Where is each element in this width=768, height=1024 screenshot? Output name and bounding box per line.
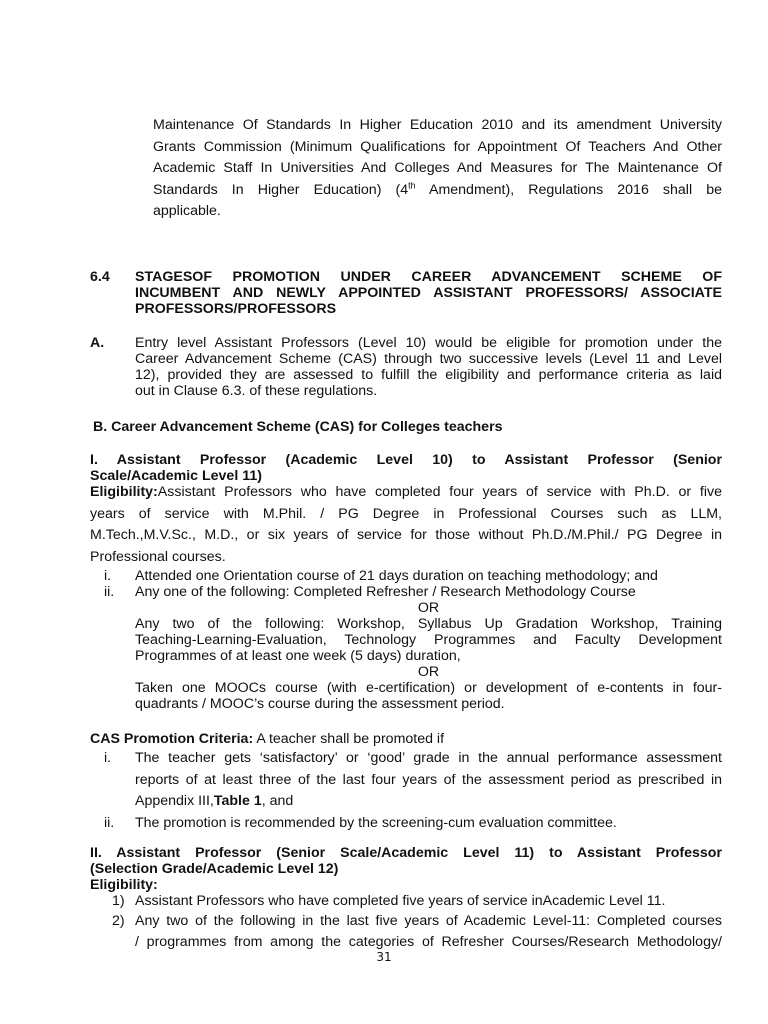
list-marker: ii. [104,584,115,600]
section-64-heading [90,269,722,317]
list-text: Any one of the following: Completed Refresher / Research Methodology Course [135,584,636,600]
list-line: The teacher gets ‘satisfactory’ or ‘good’ grade in the annual performance assessment [135,750,722,766]
section-b-heading: B. Career Advancement Scheme (CAS) for Colleges teachers [93,419,503,435]
part-i-heading [90,452,722,484]
cas-criteria-text: A teacher shall be promoted if [253,731,445,747]
eligibility-line: years of service with M.Phil. / PG Degree in Professional Courses such as LLM, [90,505,722,522]
list-item [104,748,722,813]
list-item [104,568,722,584]
list-marker: i. [104,568,112,584]
page-number: 31 [376,950,392,964]
cas-criteria-list [104,748,722,834]
option-line: Any two of the following: Workshop, Syllabus Up Gradation Workshop, Training [135,616,722,632]
intro-line: Standards In Higher Education) (4th Amendment), Regulations 2016 shall be [153,179,722,198]
eligibility-line: Assistant Professors who have completed four years of service with Ph.D. or five [157,484,722,500]
list-marker: 2) [112,912,125,929]
heading-line: I. Assistant Professor (Academic Level 10) to Assistant Professor (Senior [90,452,722,468]
para-line: out in Clause 6.3. of these regulations. [135,383,378,399]
part-i-eligibility [90,482,722,568]
cas-criteria [90,731,722,747]
intro-paragraph [153,115,722,223]
list-item [112,911,722,954]
list-marker: i. [104,750,112,766]
list-marker: ii. [104,814,115,831]
intro-line: Grants Commission (Minimum Qualifications for Appointment Of Teachers And Other [153,138,722,155]
list-line: Any two of the following in the last five years of Academic Level-11: Completed courses [135,912,722,929]
cas-criteria-label: CAS Promotion Criteria: [90,731,254,747]
part-i-options [135,600,722,712]
para-line: 12), provided they are assessed to fulfill the eligibility and performance criteria as laid [135,367,722,383]
part-ii-list [112,892,722,954]
eligibility-label: Eligibility: [90,484,158,500]
option-line: Programmes of at least one week (5 days) duration, [135,648,461,664]
heading-line: INCUMBENT AND NEWLY APPOINTED ASSISTANT PROFESSORS/ ASSOCIATE [135,285,722,301]
section-number: 6.4 [90,269,110,285]
list-text: Attended one Orientation course of 21 days duration on teaching methodology; and [135,568,658,584]
part-ii-heading [90,845,722,893]
list-marker: 1) [112,893,125,909]
list-text: Assistant Professors who have completed five years of service inAcademic Level 11. [135,893,666,909]
eligibility-label: Eligibility: [90,877,158,893]
intro-line: Maintenance Of Standards In Higher Education 2010 and its amendment University [153,117,722,133]
part-i-list [104,568,722,600]
list-line: reports of at least three of the last four years of the assessment period as prescribed in [135,771,722,788]
or-separator: OR [417,600,440,616]
list-item [104,813,722,835]
eligibility-line: Professional courses. [90,548,226,565]
heading-line: STAGESOF PROMOTION UNDER CAREER ADVANCEMENT SCHEME OF [135,269,722,285]
heading-line: II. Assistant Professor (Senior Scale/Academic Level 11) to Assistant Professor [90,845,722,861]
list-item [104,584,722,600]
para-line: Career Advancement Scheme (CAS) through two successive levels (Level 11 and Level [135,351,722,367]
paragraph-label: A. [90,335,105,351]
list-line: / programmes from among the categories of Refresher Courses/Research Methodology/ [135,934,722,950]
eligibility-line: M.Tech.,M.V.Sc., M.D., or six years of service for those without Ph.D./M.Phil./ PG Degree in [90,527,722,543]
heading-line: Scale/Academic Level 11) [90,468,262,484]
intro-line: applicable. [153,203,221,219]
paragraph-a [90,335,722,399]
or-separator: OR [417,664,440,680]
intro-line: Academic Staff In Universities And Colleges And Measures for The Maintenance Of [153,160,722,176]
para-line: Entry level Assistant Professors (Level 10) would be eligible for promotion under the [135,335,722,351]
heading-line: (Selection Grade/Academic Level 12) [90,861,339,877]
list-text: The promotion is recommended by the screening-cum evaluation committee. [135,814,617,831]
option-line: quadrants / MOOC’s course during the assessment period. [135,696,505,712]
option-line: Taken one MOOCs course (with e-certification) or development of e-contents in four- [135,680,722,696]
option-line: Teaching-Learning-Evaluation, Technology Programmes and Faculty Development [135,632,722,648]
list-line: Appendix III,Table 1, and [135,793,294,809]
heading-line: PROFESSORS/PROFESSORS [135,301,337,317]
list-item [112,892,722,911]
